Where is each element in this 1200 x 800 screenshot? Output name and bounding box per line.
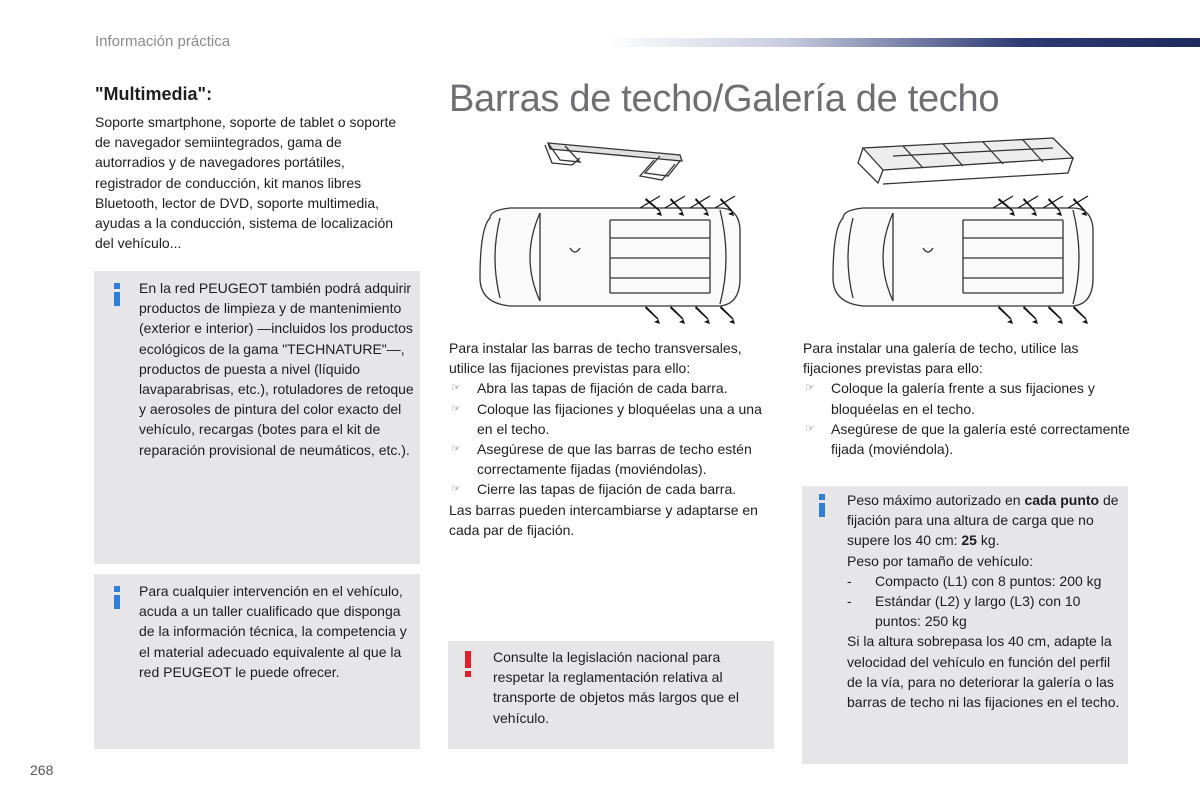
roof-bars-instructions (449, 338, 779, 540)
pointing-hand-icon: ☞ (451, 483, 461, 496)
roof-bars-intro: Para instalar las barras de techo transversales, utilice las fijaciones previstas para ello: (449, 340, 742, 377)
weight-info-text (847, 490, 1122, 712)
warning-box (448, 641, 774, 749)
section-title: Barras de techo/Galería de techo (449, 78, 1000, 120)
weight-item: - Estándar (L2) y largo (L3) con 10 puntos: 250 kg (847, 593, 1081, 630)
step-item: ☞ Coloque las fijaciones y bloquéelas una a una en el techo. (451, 400, 762, 437)
roof-bars-illustration (470, 128, 770, 333)
roof-rack-instructions (803, 338, 1133, 459)
weight-item: - Compacto (L1) con 8 puntos: 200 kg (847, 572, 1102, 589)
running-header: Información práctica (95, 33, 231, 50)
roof-rack-intro: Para instalar una galería de techo, utilice las fijaciones previstas para ello: (803, 340, 1079, 377)
info-box-peugeot-products (94, 271, 420, 564)
info-box-text: Para cualquier intervención en el vehículo, acuda a un taller cualificado que disponga de la información técnica, la competencia y el material adecuado equivalente al que la red PEUGEOT le puede ofrecer. (139, 583, 407, 680)
page-number: 268 (30, 762, 54, 778)
pointing-hand-icon: ☞ (805, 422, 815, 435)
pointing-hand-icon: ☞ (805, 382, 815, 395)
pointing-hand-icon: ☞ (451, 382, 461, 395)
weight-per-point: Peso máximo autorizado en cada punto de fijación para una altura de carga que no supere los 40 cm: 25 kg. (847, 492, 1119, 549)
step-item: ☞ Asegúrese de que las barras de techo estén correctamente fijadas (moviéndolas). (451, 441, 752, 478)
step-item: ☞ Abra las tapas de fijación de cada barra. (449, 378, 779, 398)
pointing-hand-icon: ☞ (451, 443, 461, 456)
header-bar (605, 38, 1200, 47)
info-box-workshop (94, 574, 420, 749)
warning-text: Consulte la legislación nacional para respetar la reglamentación relativa al transporte de objetos más largos que el vehículo. (493, 649, 739, 726)
step-item: ☞ Asegúrese de que la galería esté correctamente fijada (moviéndola). (805, 420, 1130, 458)
multimedia-text: Soporte smartphone, soporte de tablet o soporte de navegador semiintegrados, gama de autorradios y de navegadores portátiles, registrador de conducción, kit manos libres Bluetooth, lector de DVD, soporte multimedia, ayudas a la conducción, sistema de localización del vehículo... (95, 114, 397, 252)
pointing-hand-icon: ☞ (451, 402, 461, 415)
info-box-text: En la red PEUGEOT también podrá adquirir productos de limpieza y de mantenimiento (exterior e interior) —incluidos los productos ecológicos de la gama "TECHNATURE"—, productos de puesta a nivel (líquido lavaparabrisas, etc.), rotuladores de retoque y aerosoles de pintura del color exacto del vehículo, recargas (botes para el kit de reparación provisional de neumáticos, etc.). (139, 280, 414, 458)
step-item: ☞ Coloque la galería frente a sus fijaciones y bloquéelas en el techo. (805, 380, 1095, 417)
weight-outro: Si la altura sobrepasa los 40 cm, adapte la velocidad del vehículo en función del perfil de la vía, para no deteriorar la galería o las barras de techo ni las fijaciones en el techo. (847, 633, 1120, 711)
roof-bars-outro: Las barras pueden intercambiarse y adaptarse en cada par de fijación. (449, 501, 758, 538)
step-item: ☞ Cierre las tapas de fijación de cada barra. (449, 479, 779, 499)
multimedia-title: "Multimedia": (95, 84, 213, 104)
roof-rack-illustration (823, 128, 1123, 333)
weight-by-size-label: Peso por tamaño de vehículo: (847, 552, 1034, 569)
weight-info-box (802, 486, 1128, 764)
